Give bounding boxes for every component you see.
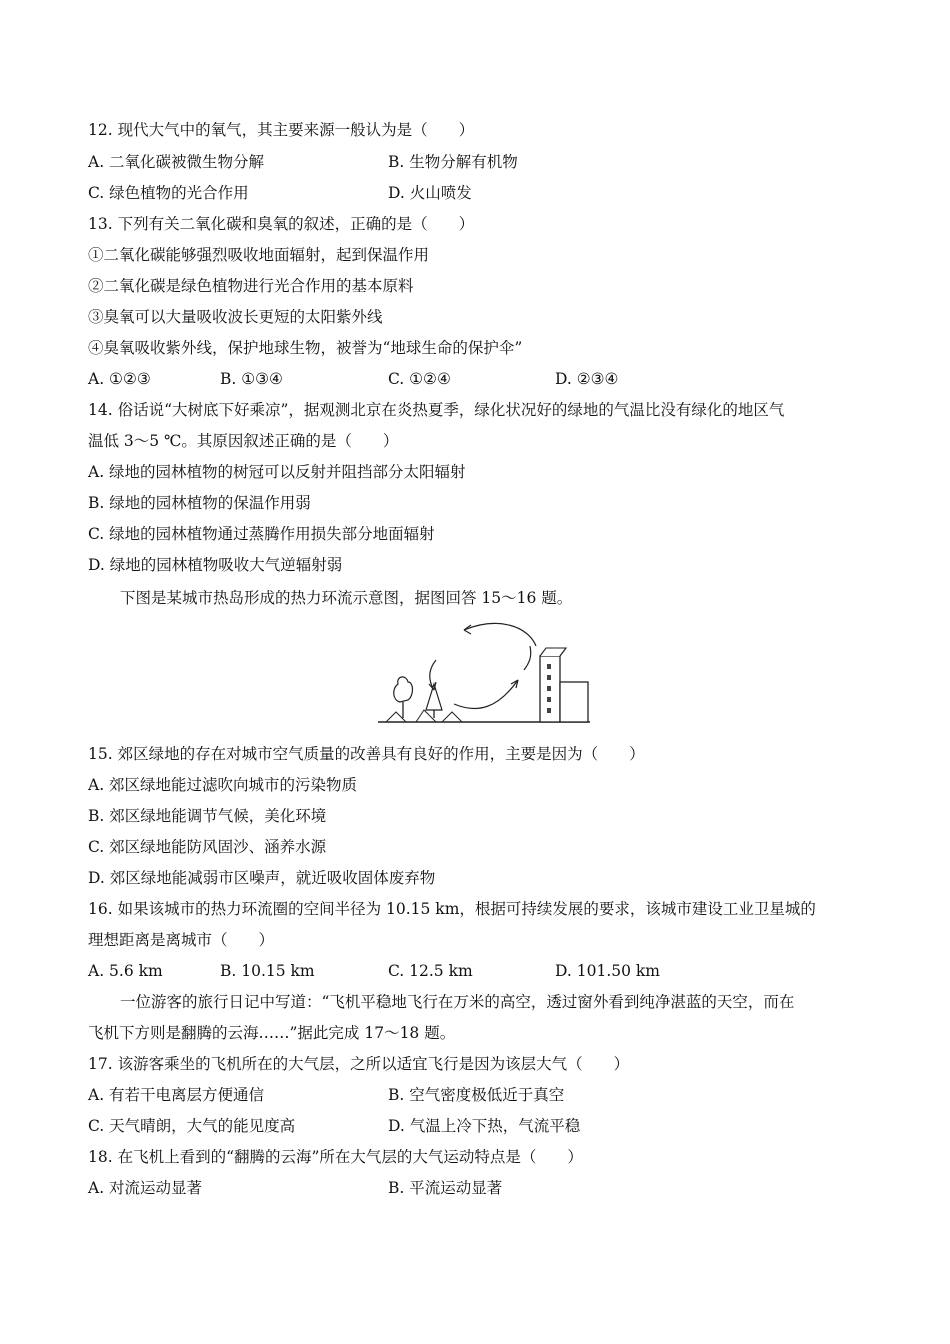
- q13-statement-3: ③臭氧可以大量吸收波长更短的太阳紫外线: [88, 308, 383, 326]
- q13-option-a: A. ①②③: [88, 370, 151, 388]
- q15-option-a: A. 郊区绿地能过滤吹向城市的污染物质: [88, 776, 358, 794]
- q15-option-c: C. 郊区绿地能防风固沙、涵养水源: [88, 838, 327, 856]
- q16-option-d: D. 101.50 km: [555, 962, 660, 980]
- q12-option-c: C. 绿色植物的光合作用: [88, 184, 249, 202]
- q18-option-b: B. 平流运动显著: [388, 1179, 503, 1197]
- intro-17-18-line-2: 飞机下方则是翻腾的云海……”据此完成 17～18 题。: [88, 1024, 456, 1042]
- q16-option-c: C. 12.5 km: [388, 962, 473, 980]
- q12-option-b: B. 生物分解有机物: [388, 153, 518, 171]
- q18-option-a: A. 对流运动显著: [88, 1179, 203, 1197]
- arrow-icon: [429, 623, 536, 708]
- q17-stem: 17. 该游客乘坐的飞机所在的大气层，之所以适宜飞行是因为该层大气（ ）: [88, 1055, 630, 1073]
- q13-statement-2: ②二氧化碳是绿色植物进行光合作用的基本原料: [88, 277, 414, 295]
- q16-option-a: A. 5.6 km: [88, 962, 163, 980]
- q14-stem-line-1: 14. 俗话说“大树底下好乘凉”，据观测北京在炎热夏季，绿化状况好的绿地的气温比没有绿化的地区气: [88, 401, 785, 419]
- q16-option-b: B. 10.15 km: [220, 962, 315, 980]
- building-icon: [540, 648, 588, 722]
- intro-15-16: 下图是某城市热岛形成的热力环流示意图，据图回答 15～16 题。: [120, 589, 573, 607]
- q14-option-d: D. 绿地的园林植物吸收大气逆辐射弱: [88, 556, 343, 574]
- q17-option-b: B. 空气密度极低近于真空: [388, 1086, 565, 1104]
- q12-option-a: A. 二氧化碳被微生物分解: [88, 153, 265, 171]
- q14-option-b: B. 绿地的园林植物的保温作用弱: [88, 494, 311, 512]
- q12-option-d: D. 火山喷发: [388, 184, 472, 202]
- q17-option-a: A. 有若干电离层方便通信: [88, 1086, 265, 1104]
- q15-option-d: D. 郊区绿地能减弱市区噪声，就近吸收固体废弃物: [88, 869, 436, 887]
- q14-stem-line-2: 温低 3～5 ℃。其原因叙述正确的是（ ）: [88, 432, 399, 450]
- q16-stem-line-1: 16. 如果该城市的热力环流圈的空间半径为 10.15 km，根据可持续发展的要求，该城市建设工业卫星城的: [88, 900, 816, 918]
- q17-option-c: C. 天气晴朗，大气的能见度高: [88, 1117, 296, 1135]
- q13-option-b: B. ①③④: [220, 370, 283, 388]
- q14-option-a: A. 绿地的园林植物的树冠可以反射并阻挡部分太阳辐射: [88, 463, 466, 481]
- q13-option-c: C. ①②④: [388, 370, 451, 388]
- q14-option-c: C. 绿地的园林植物通过蒸腾作用损失部分地面辐射: [88, 525, 435, 543]
- q17-option-d: D. 气温上冷下热，气流平稳: [388, 1117, 581, 1135]
- q12-stem: 12. 现代大气中的氧气，其主要来源一般认为是（ ）: [88, 121, 475, 139]
- q13-stem: 13. 下列有关二氧化碳和臭氧的叙述，正确的是（ ）: [88, 215, 475, 233]
- intro-17-18-line-1: 一位游客的旅行日记中写道：“飞机平稳地飞行在万米的高空，透过窗外看到纯净湛蓝的天空，而在: [120, 993, 795, 1011]
- q15-option-b: B. 郊区绿地能调节气候，美化环境: [88, 807, 327, 825]
- q13-statement-4: ④臭氧吸收紫外线，保护地球生物，被誉为“地球生命的保护伞”: [88, 339, 523, 357]
- heat-island-diagram: [378, 618, 598, 728]
- q16-stem-line-2: 理想距离是离城市（ ）: [88, 931, 275, 949]
- q13-statement-1: ①二氧化碳能够强烈吸收地面辐射，起到保温作用: [88, 246, 430, 264]
- grass-shape: [386, 710, 462, 722]
- q15-stem: 15. 郊区绿地的存在对城市空气质量的改善具有良好的作用，主要是因为（ ）: [88, 745, 645, 763]
- q13-option-d: D. ②③④: [555, 370, 619, 388]
- q18-stem: 18. 在飞机上看到的“翻腾的云海”所在大气层的大气运动特点是（ ）: [88, 1148, 583, 1166]
